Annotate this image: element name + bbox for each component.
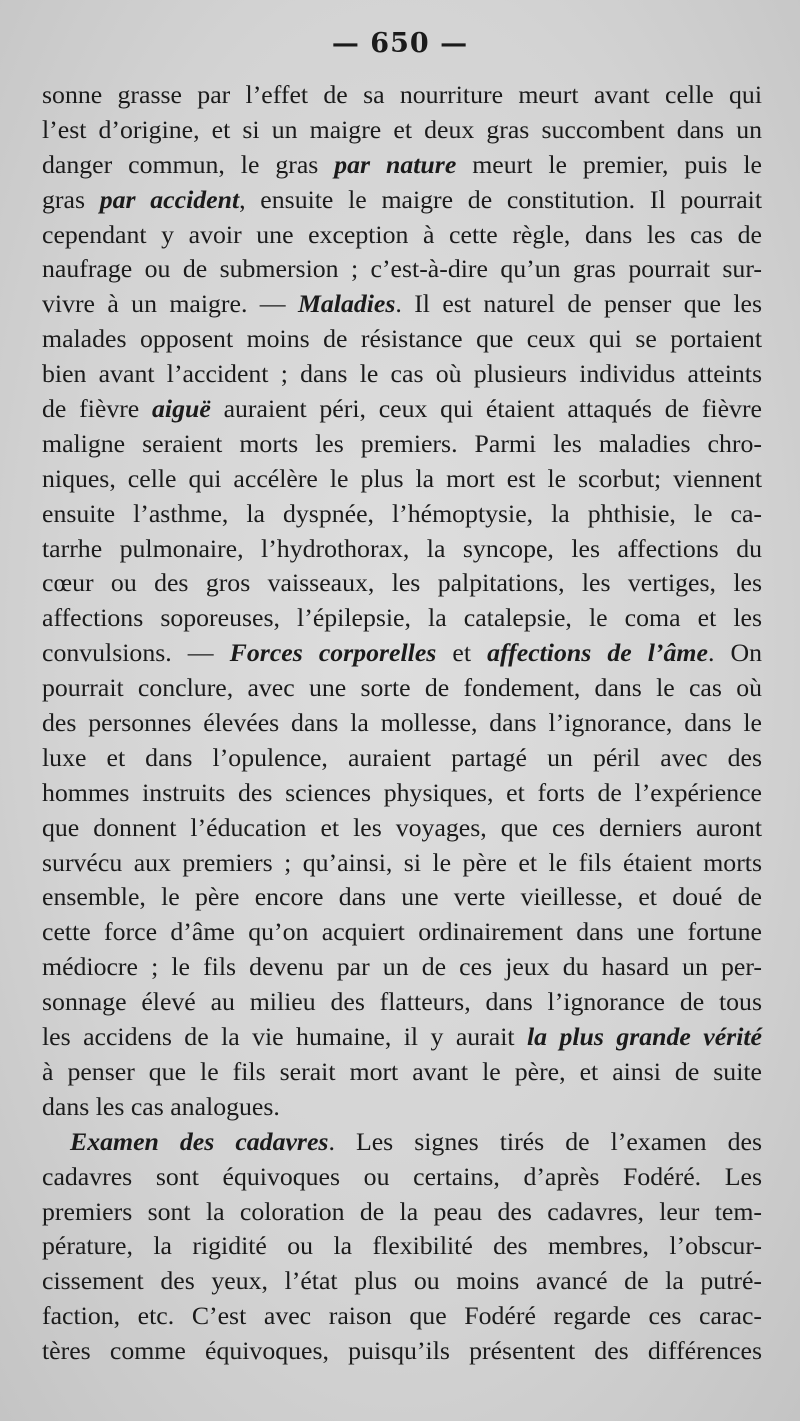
text-run: malades opposent moins de résistance que ceux qui se portaient [42, 324, 762, 354]
text-run: naufrage ou de submersion ; c’est-à-dire qu’un gras pourrait sur- [42, 254, 762, 284]
text-line [42, 357, 762, 392]
text-run: que donnent l’éducation et les voyages, que ces derniers auront [42, 812, 762, 842]
text-line [42, 950, 762, 985]
text-run: danger commun, le gras [42, 149, 335, 179]
text-run: sonne grasse par l’effet de sa nourriture meurt avant celle qui [42, 80, 762, 109]
text-run: à penser que le fils serait mort avant le père, et ainsi de suite [42, 1056, 762, 1086]
text-run: ensemble, le père encore dans une verte vieillesse, et doué de [42, 882, 762, 912]
text-line [42, 322, 762, 357]
italic-phrase: affections de l’âme [487, 638, 708, 668]
text-run: bien avant l’accident ; dans le cas où plusieurs individus atteints [42, 359, 762, 389]
text-line [42, 566, 762, 601]
text-line [42, 427, 762, 462]
text-line [42, 1264, 762, 1299]
text-line [42, 1299, 762, 1334]
text-run: premiers sont la coloration de la peau des cadavres, leur tem- [42, 1196, 762, 1226]
text-line [42, 392, 762, 427]
text-run: l’est d’origine, et si un maigre et deux gras succombent dans un [42, 114, 762, 144]
text-line [42, 497, 762, 532]
text-run: niques, celle qui accélère le plus la mort est le scorbut; viennent [42, 463, 762, 493]
italic-phrase: Examen des cadavres [70, 1126, 329, 1156]
text-line [42, 776, 762, 811]
text-run: dans les cas analogues. [42, 1091, 280, 1121]
text-run: . Il est naturel de penser que les [395, 289, 762, 319]
text-run: affections soporeuses, l’épilepsie, la catalepsie, le coma et les [42, 603, 762, 633]
text-line [42, 706, 762, 741]
text-line [42, 1055, 762, 1090]
text-line [42, 1229, 762, 1264]
text-line [42, 218, 762, 253]
text-line [42, 846, 762, 881]
text-run: des personnes élevées dans la mollesse, dans l’ignorance, dans le [42, 708, 762, 738]
text-run: cette force d’âme qu’on acquiert ordinairement dans une fortune [42, 917, 762, 947]
text-line [42, 252, 762, 287]
text-line [42, 113, 762, 148]
text-line [42, 183, 762, 218]
text-run: hommes instruits des sciences physiques, et forts de l’expérience [42, 777, 762, 807]
text-line [42, 287, 762, 322]
text-run: de fièvre [42, 394, 153, 424]
text-run: et [436, 638, 488, 668]
text-line [42, 1125, 762, 1160]
text-run: médiocre ; le fils devenu par un de ces jeux du hasard un per- [42, 952, 762, 982]
text-run: pourrait conclure, avec une sorte de fondement, dans le cas où [42, 673, 762, 703]
text-run: auraient péri, ceux qui étaient attaqués de fièvre [210, 394, 762, 424]
text-line [42, 636, 762, 671]
text-line [42, 1334, 762, 1369]
text-line [42, 1020, 762, 1055]
text-run: tères comme équivoques, puisqu’ils présentent des différences [42, 1336, 762, 1366]
text-run: vivre à un maigre. — [42, 289, 298, 319]
text-run: tarrhe pulmonaire, l’hydrothorax, la syncope, les affections du [42, 533, 762, 563]
text-run: . On [707, 638, 762, 668]
italic-phrase: Forces corporelles [229, 638, 437, 668]
text-line [42, 462, 762, 497]
text-line [42, 1160, 762, 1195]
text-line [42, 601, 762, 636]
text-line [42, 148, 762, 183]
text-line [42, 1195, 762, 1230]
text-run: les accidens de la vie humaine, il y aurait [42, 1022, 527, 1052]
text-run: . Les signes tirés de l’examen des [328, 1126, 762, 1156]
italic-phrase: par accident [99, 184, 240, 214]
text-run: cadavres sont équivoques ou certains, d’après Fodéré. Les [42, 1161, 762, 1191]
text-run: luxe et dans l’opulence, auraient partagé un péril avec des [42, 742, 762, 772]
text-run: cœur ou des gros vaisseaux, les palpitations, les vertiges, les [42, 568, 762, 598]
text-line [42, 985, 762, 1020]
text-run: gras [42, 184, 100, 214]
text-run: survécu aux premiers ; qu’ainsi, si le père et le fils étaient morts [42, 847, 762, 877]
text-line [42, 741, 762, 776]
text-run: cependant y avoir une exception à cette règle, dans les cas de [42, 219, 762, 249]
italic-phrase: la plus grande vérité [526, 1022, 763, 1052]
text-run: cissement des yeux, l’état plus ou moins avancé de la putré- [42, 1266, 762, 1296]
italic-phrase: Maladies [297, 289, 396, 319]
italic-phrase: aiguë [152, 394, 211, 424]
body-text [42, 78, 762, 1369]
text-line [42, 811, 762, 846]
text-line [42, 78, 762, 113]
text-line [42, 532, 762, 567]
text-run: meurt le premier, puis le [456, 149, 762, 179]
text-line [42, 880, 762, 915]
text-run: ensuite l’asthme, la dyspnée, l’hémoptysie, la phthisie, le ca- [42, 498, 762, 528]
text-run: convulsions. — [42, 638, 230, 668]
text-run: sonnage élevé au milieu des flatteurs, dans l’ignorance de tous [42, 987, 762, 1017]
text-line [42, 915, 762, 950]
text-run: pérature, la rigidité ou la flexibilité des membres, l’obscur- [42, 1231, 762, 1261]
text-run: , ensuite le maigre de constitution. Il pourrait [239, 184, 763, 214]
text-line [42, 1090, 762, 1125]
text-run: faction, etc. C’est avec raison que Fodéré regarde ces carac- [42, 1301, 762, 1331]
page-number: — 650 — [331, 28, 469, 59]
italic-phrase: par nature [334, 149, 457, 179]
text-run: maligne seraient morts les premiers. Parmi les maladies chro- [42, 428, 762, 458]
text-line [42, 671, 762, 706]
